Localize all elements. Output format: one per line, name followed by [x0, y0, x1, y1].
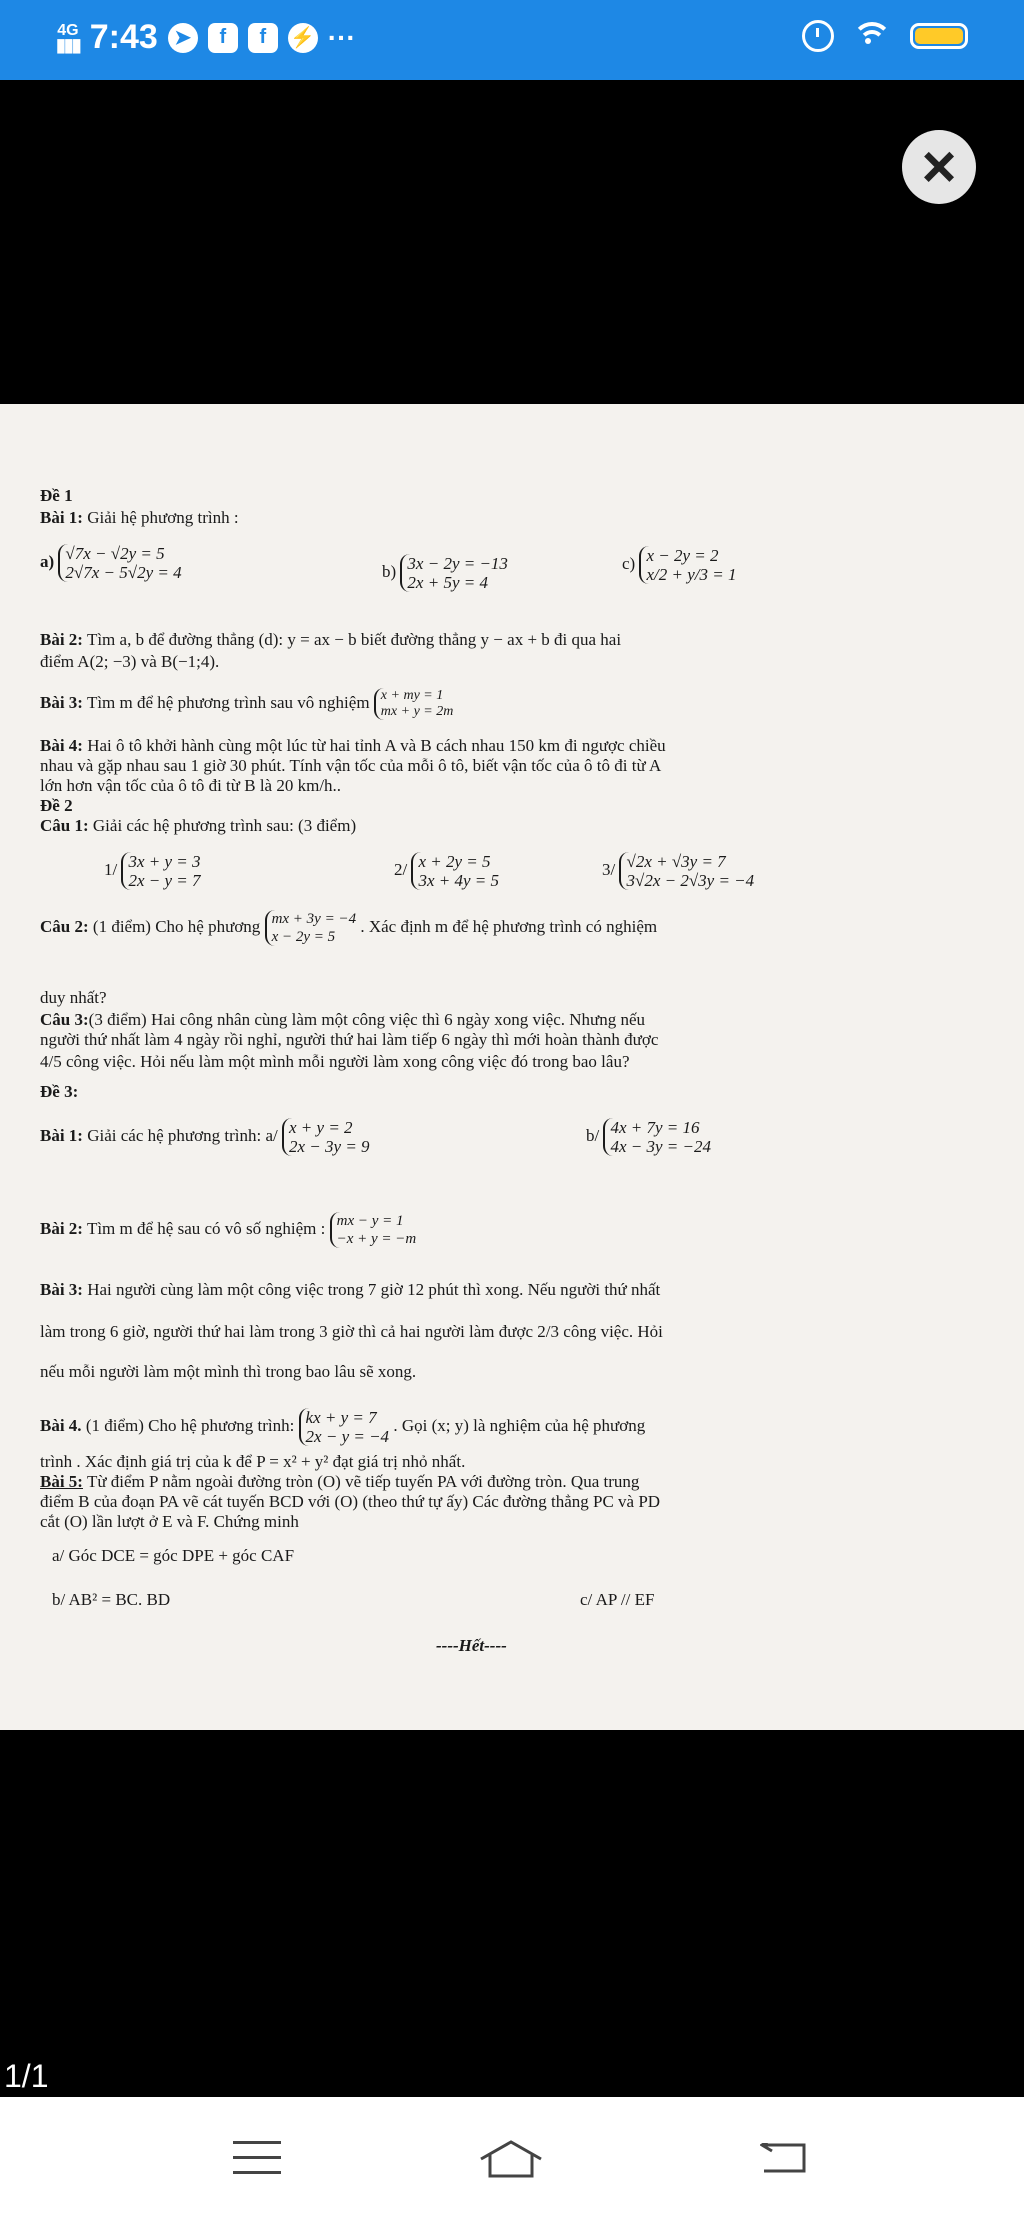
more-notifications-icon: ···	[327, 21, 356, 53]
network-indicator	[56, 21, 80, 55]
home-button[interactable]	[478, 2139, 544, 2179]
close-button[interactable]: ×	[902, 130, 976, 204]
battery-icon	[910, 23, 968, 49]
de1-bai4-line3: lớn hơn vận tốc của ô tô đi từ B là 20 km/h..	[40, 776, 342, 795]
de2-cau2: Câu 2: (1 điểm) Cho hệ phương mx + 3y = −4 x − 2y = 5 . Xác định m để hệ phương trình có nghiệm	[40, 911, 658, 945]
status-bar	[0, 0, 1024, 80]
de3-heading: Đề 3:	[40, 1082, 79, 1101]
end-mark: ----Hết----	[436, 1636, 507, 1655]
wifi-icon	[852, 20, 892, 52]
de3-bai5-line2: điểm B của đoạn PA vẽ cát tuyến BCD với (O) (theo thứ tự ấy) Các đường thẳng PC và PD	[40, 1492, 661, 1511]
de3-bai5-b: b/ AB² = BC. BD	[52, 1590, 171, 1609]
de1-bai1-a: a) √7x − √2y = 5 2√7x − 5√2y = 4	[40, 544, 182, 582]
de3-bai1: Bài 1: Giải các hệ phương trình: a/ x + y = 2 2x − 3y = 9	[40, 1118, 370, 1156]
menu-button[interactable]	[233, 2141, 281, 2175]
de2-cau1-p3: 3/ √2x + √3y = 7 3√2x − 2√3y = −4	[602, 852, 755, 890]
navigation-icon: ➤	[168, 23, 198, 53]
de1-bai3: Bài 3: Tìm m để hệ phương trình sau vô nghiệm x + my = 1 mx + y = 2m	[40, 688, 454, 719]
de1-bai2-line1: Bài 2: Tìm a, b để đường thẳng (d): y = ax − b biết đường thẳng y − ax + b đi qua hai	[40, 630, 622, 649]
de1-bai4-line2: nhau và gặp nhau sau 1 giờ 30 phút. Tính vận tốc của mỗi ô tô, biết vận tốc của ô tô đi từ A	[40, 756, 662, 775]
messenger-icon: ⚡	[288, 23, 318, 53]
de1-bai2-line2: điểm A(2; −3) và B(−1;4).	[40, 652, 220, 671]
de3-bai3-line1: Bài 3: Hai người cùng làm một công việc trong 7 giờ 12 phút thì xong. Nếu người thứ nhất	[40, 1280, 661, 1299]
page-indicator: 1/1	[4, 2058, 49, 2094]
de3-bai5-line3: cắt (O) lần lượt ở E và F. Chứng minh	[40, 1512, 299, 1531]
de3-bai4-line2: trình . Xác định giá trị của k để P = x² + y² đạt giá trị nhỏ nhất.	[40, 1452, 466, 1471]
de3-bai5-a: a/ Góc DCE = góc DPE + góc CAF	[52, 1546, 295, 1565]
de3-bai5-c: c/ AP // EF	[580, 1590, 655, 1609]
document-page	[0, 404, 1024, 1730]
de2-cau3-line3: 4/5 công việc. Hỏi nếu làm một mình mỗi người làm xong công việc đó trong bao lâu?	[40, 1052, 630, 1071]
de2-cau1: Câu 1: Giải các hệ phương trình sau: (3 điểm)	[40, 816, 357, 835]
de3-bai5-line1: Bài 5: Từ điểm P nằm ngoài đường tròn (O) vẽ tiếp tuyến PA với đường tròn. Qua trung	[40, 1472, 640, 1491]
clock: 7:43	[89, 18, 158, 56]
de2-cau2-line2: duy nhất?	[40, 988, 107, 1007]
alarm-icon	[802, 20, 834, 52]
de3-bai2: Bài 2: Tìm m để hệ sau có vô số nghiệm : mx − y = 1 −x + y = −m	[40, 1213, 417, 1247]
de1-bai4-line1: Bài 4: Hai ô tô khởi hành cùng một lúc từ hai tỉnh A và B cách nhau 150 km đi ngược chiều	[40, 736, 666, 755]
de1-bai1: Bài 1: Giải hệ phương trình :	[40, 508, 239, 527]
de2-cau1-p1: 1/ 3x + y = 3 2x − y = 7	[104, 852, 201, 890]
de3-bai3-line2: làm trong 6 giờ, người thứ hai làm trong 3 giờ thì cả hai người làm được 2/3 công việc. Hỏi	[40, 1322, 663, 1341]
facebook-icon: f	[208, 23, 238, 53]
back-button[interactable]	[760, 2143, 808, 2173]
de2-cau3-line1: Câu 3:(3 điểm) Hai công nhân cùng làm một công việc thì 6 ngày xong việc. Nhưng nếu	[40, 1010, 646, 1029]
network-type: 4G	[57, 21, 79, 39]
signal-icon: ▮▮▮	[56, 34, 80, 55]
de2-cau1-p2: 2/ x + 2y = 5 3x + 4y = 5	[394, 852, 500, 890]
de2-cau3-line2: người thứ nhất làm 4 ngày rồi nghỉ, người thứ hai làm tiếp 6 ngày thì mới hoàn thành được	[40, 1030, 659, 1049]
facebook-icon-2: f	[248, 23, 278, 53]
de3-bai1-b: b/ 4x + 7y = 16 4x − 3y = −24	[586, 1118, 711, 1156]
de3-bai3-line3: nếu mỗi người làm một mình thì trong bao lâu sẽ xong.	[40, 1362, 417, 1381]
navigation-bar	[0, 2097, 1024, 2217]
de1-bai1-b: b) 3x − 2y = −13 2x + 5y = 4	[382, 554, 508, 592]
de3-bai4: Bài 4. (1 điểm) Cho hệ phương trình: kx + y = 7 2x − y = −4 . Gọi (x; y) là nghiệm của hệ phương	[40, 1408, 646, 1446]
de1-heading: Đề 1	[40, 486, 73, 505]
de1-bai1-c: c) x − 2y = 2 x/2 + y/3 = 1	[622, 546, 737, 584]
de2-heading: Đề 2	[40, 796, 73, 815]
